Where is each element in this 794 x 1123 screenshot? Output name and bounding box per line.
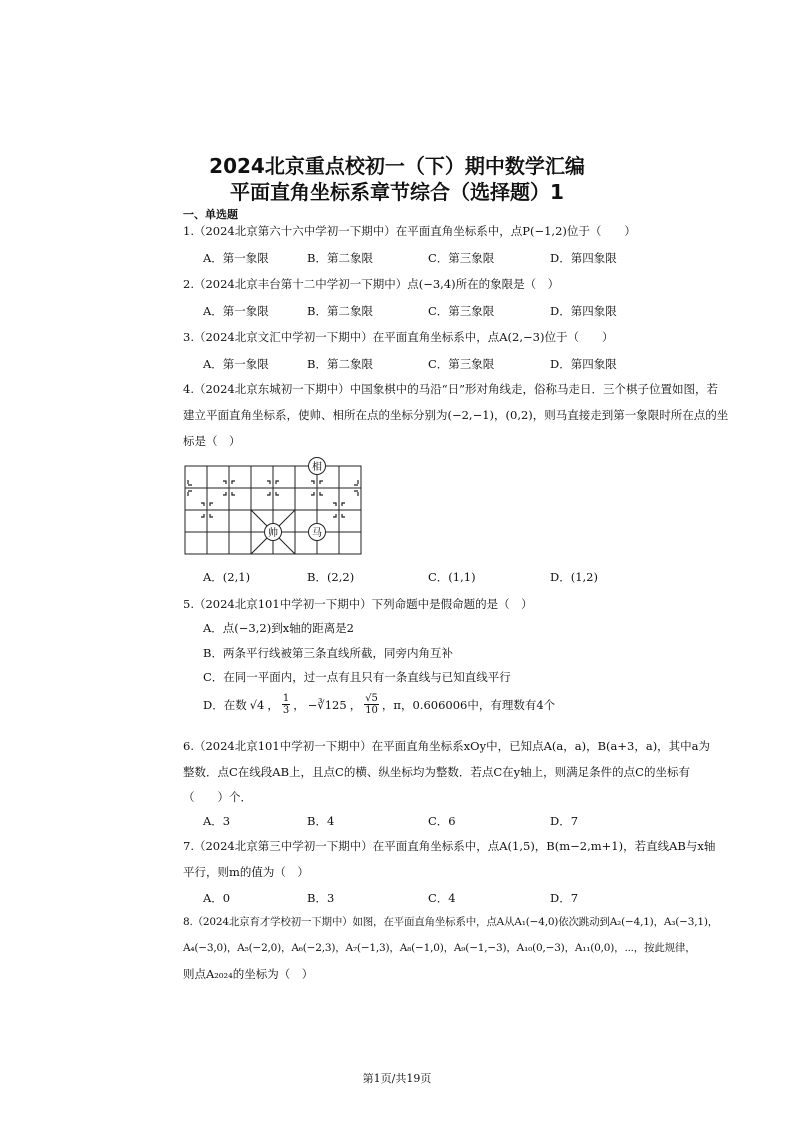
q3-option-c: C．第三象限 xyxy=(428,357,495,371)
piece-xiang xyxy=(309,458,326,475)
question-3-stem: 3.（2024北京文汇中学初一下期中）在平面直角坐标系中，点A(2,−3)位于（ ） xyxy=(183,330,614,344)
q7-option-c: C．4 xyxy=(428,891,456,905)
q5-d-suffix: ，π，0.606006中，有理数有4个 xyxy=(381,697,556,712)
q6-option-d: D．7 xyxy=(550,814,579,828)
q1-option-c: C．第三象限 xyxy=(428,251,495,265)
q5-d-fraction-one-third: $\frac{1}{3}$ xyxy=(282,693,290,716)
q2-option-d: D．第四象限 xyxy=(550,304,617,318)
q5-option-c: C．在同一平面内，过一点有且只有一条直线与已知直线平行 xyxy=(203,670,511,684)
q2-option-c: C．第三象限 xyxy=(428,304,495,318)
piece-ma xyxy=(309,524,326,541)
q4-option-c: C．(1,1) xyxy=(428,570,476,584)
question-4-line-3: 标是（ ） xyxy=(183,434,241,448)
q6-option-c: C．6 xyxy=(428,814,456,828)
q6-option-a: A．3 xyxy=(203,814,231,828)
question-1-stem: 1.（2024北京第六十六中学初一下期中）在平面直角坐标系中，点P(−1,2)位于（ ） xyxy=(183,224,636,238)
question-7-line-1: 7.（2024北京第三中学初一下期中）在平面直角坐标系中，点A(1,5)，B(m−2,m+1)，若直线AB与x轴 xyxy=(183,839,716,853)
q3-option-b: B．第二象限 xyxy=(307,357,373,371)
title-line-1: 2024北京重点校初一（下）期中数学汇编 xyxy=(209,154,585,178)
chess-board-figure xyxy=(180,456,370,558)
q5-option-a: A．点(−3,2)到x轴的距离是2 xyxy=(203,621,355,635)
svg-text:相: 相 xyxy=(312,462,322,473)
q5-d-fraction-sqrt5-over-10: $\frac{√5}{10}$ xyxy=(365,693,378,716)
q2-option-a: A．第一象限 xyxy=(203,304,269,318)
q6-option-b: B．4 xyxy=(307,814,335,828)
question-2-stem: 2.（2024北京丰台第十二中学初一下期中）点(−3,4)所在的象限是（ ） xyxy=(183,277,560,291)
q1-option-d: D．第四象限 xyxy=(550,251,617,265)
q5-d-cbrt125: −∛125 xyxy=(307,697,347,712)
q5-option-d: D．在数 √4 ， $\frac{1}{3}$ ， −∛125 ， $\frac{√5}{10}$ ，π，0.606006中，有理数有4个 xyxy=(203,693,556,716)
question-6-line-1: 6.（2024北京101中学初一下期中）在平面直角坐标系xOy中，已知点A(a，a)，B(a+3，a)，其中a为 xyxy=(183,739,711,753)
q1-option-a: A．第一象限 xyxy=(203,251,269,265)
question-4-line-2: 建立平面直角坐标系，使帅、相所在点的坐标分别为(−2,−1)，(0,2)，则马直接走到第一象限时所在点的坐 xyxy=(183,408,729,422)
q7-option-d: D．7 xyxy=(550,891,579,905)
question-5-stem: 5.（2024北京101中学初一下期中）下列命题中是假命题的是（ ） xyxy=(183,597,533,611)
piece-shuai xyxy=(265,524,282,541)
section-heading: 一、单选题 xyxy=(183,208,238,221)
question-8-line-3: 则点A₂₀₂₄的坐标为（ ） xyxy=(183,967,314,981)
question-6-line-3: （ ）个． xyxy=(183,790,252,804)
q2-option-b: B．第二象限 xyxy=(307,304,373,318)
question-8-line-1: 8.（2024北京育才学校初一下期中）如图，在平面直角坐标系中，点A从A₁(−4,0)依次跳动到A₂(−4,1)，A₃(−3,1)， xyxy=(183,916,719,928)
q5-option-b: B．两条平行线被第三条直线所截，同旁内角互补 xyxy=(203,646,453,660)
q7-option-a: A．0 xyxy=(203,891,231,905)
q1-option-b: B．第二象限 xyxy=(307,251,373,265)
page-footer: 第1页/共19页 xyxy=(362,1072,432,1085)
question-8-line-2: A₄(−3,0)，A₅(−2,0)，A₆(−2,3)，A₇(−1,3)，A₈(−1,0)，A₉(−1,−3)，A₁₀(0,−3)，A₁₁(0,0)，⋯，按此规律， xyxy=(183,942,696,954)
question-4-line-1: 4.（2024北京东城初一下期中）中国象棋中的马沿“日”形对角线走，俗称马走日．三个棋子位置如图，若 xyxy=(183,382,718,396)
q4-option-d: D．(1,2) xyxy=(550,570,598,584)
q3-option-a: A．第一象限 xyxy=(203,357,269,371)
q7-option-b: B．3 xyxy=(307,891,335,905)
title-line-2: 平面直角坐标系章节综合（选择题）1 xyxy=(230,180,564,204)
q4-option-a: A．(2,1) xyxy=(203,570,251,584)
q4-option-b: B．(2,2) xyxy=(307,570,355,584)
q5-d-sqrt4: √4 xyxy=(249,697,265,712)
q5-d-prefix: D．在数 xyxy=(203,697,247,712)
question-7-line-2: 平行，则m的值为（ ） xyxy=(183,865,309,879)
svg-text:帅: 帅 xyxy=(268,528,278,539)
svg-text:马: 马 xyxy=(312,528,322,539)
q3-option-d: D．第四象限 xyxy=(550,357,617,371)
question-6-line-2: 整数．点C在线段AB上，且点C的横、纵坐标均为整数．若点C在y轴上，则满足条件的点C的坐标有 xyxy=(183,765,690,779)
